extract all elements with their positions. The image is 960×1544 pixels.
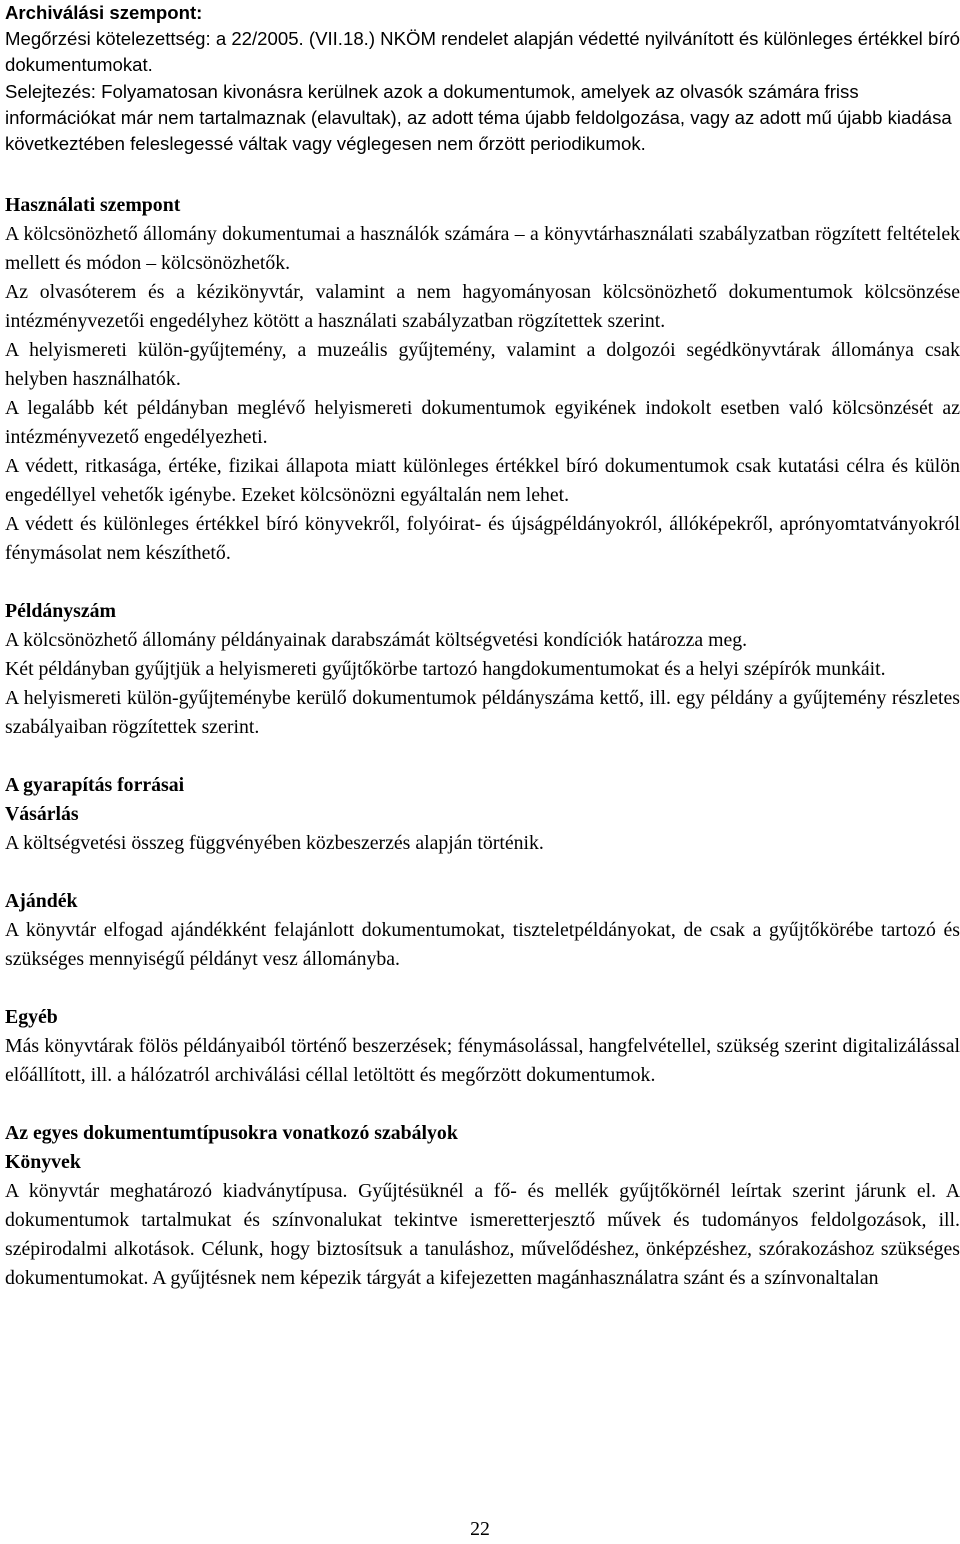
page-number: 22 — [470, 1518, 490, 1540]
other-heading: Egyéb — [5, 1006, 58, 1029]
usage-paragraph: A legalább két példányban meglévő helyismereti dokumentumok egyikének indokolt esetben való kölcsönzését az intézményvezető engedélyezheti. — [5, 397, 960, 449]
purchase-heading: Vásárlás — [5, 803, 79, 826]
usage-paragraph: A helyismereti külön-gyűjtemény, a muzeális gyűjtemény, valamint a dolgozói segédkönyvtárak állománya csak helyben használhatók. — [5, 339, 960, 391]
usage-heading: Használati szempont — [5, 194, 181, 217]
usage-section — [5, 191, 960, 568]
spacer — [5, 858, 960, 887]
doctypes-heading: Az egyes dokumentumtípusokra vonatkozó szabályok — [5, 1122, 458, 1145]
archival-paragraph: Megőrzési kötelezettség: a 22/2005. (VII.18.) NKÖM rendelet alapján védetté nyilvánított és különleges értékkel bíró dokumentumokat. — [5, 28, 960, 76]
usage-paragraph: A védett és különleges értékkel bíró könyvekről, folyóirat- és újságpéldányokról, állóképekről, aprónyomtatványokról fénymásolat nem készíthető. — [5, 513, 960, 565]
copies-paragraph: Két példányban gyűjtjük a helyismereti gyűjtőkörbe tartozó hangdokumentumokat és a helyi szépírók munkáit. — [5, 658, 886, 681]
purchase-text: A költségvetési összeg függvényében közbeszerzés alapján történik. — [5, 832, 544, 855]
doctypes-section — [5, 1119, 960, 1293]
copies-paragraph: A helyismereti külön-gyűjteménybe kerülő dokumentumok példányszáma kettő, ill. egy példány a gyűjtemény részletes szabályaiban rögzítettek szerint. — [5, 687, 960, 739]
copies-paragraph: A kölcsönözhető állomány példányainak darabszámát költségvetési kondíciók határozza meg. — [5, 629, 748, 652]
sources-heading: A gyarapítás forrásai — [5, 774, 185, 797]
spacer — [5, 974, 960, 1003]
books-text: A könyvtár meghatározó kiadványtípusa. Gyűjtésüknél a fő- és mellék gyűjtőkörnél leírtak szerint járunk el. A dokumentumok tartalmukat és színvonalukat tekintve ismeretterjesztő művek és tudományos feldolgozások, ill. szépirodalmi alkotások. Célunk, hogy biztosítsuk a tanuláshoz, művelődéshez, önképzéshez, szórakozáshoz szükséges dokumentumokat. A gyűjtésnek nem képezik tárgyát a kifejezetten magánhasználatra szánt és a színvonaltalan — [5, 1180, 960, 1290]
other-text: Más könyvtárak fölös példányaiból történő beszerzések; fénymásolással, hangfelvétellel, szükség szerint digitalizálással előállított, ill. a hálózatról archiválási céllal letöltött és megőrzött dokumentumok. — [5, 1035, 960, 1087]
books-heading: Könyvek — [5, 1151, 81, 1174]
usage-paragraph: A védett, ritkasága, értéke, fizikai állapota miatt különleges értékkel bíró dokumentumok csak kutatási célra és külön engedéllyel vehetők igénybe. Ezeket kölcsönözni egyáltalán nem lehet. — [5, 455, 960, 507]
usage-paragraph: A kölcsönözhető állomány dokumentumai a használók számára – a könyvtárhasználati szabályzatban rögzített feltételek mellett és módon – kölcsönözhetők. — [5, 223, 960, 275]
gift-heading: Ajándék — [5, 890, 78, 913]
archival-paragraph: Selejtezés: Folyamatosan kivonásra kerülnek azok a dokumentumok, amelyek az olvasók számára friss információkat már nem tartalmaznak (elavultak), az adott téma újabb feldolgozása, vagy az adott mű újabb kiadása következtében feleslegessé váltak vagy véglegesen nem őrzött periodikumok. — [5, 80, 952, 155]
copies-heading: Példányszám — [5, 600, 116, 623]
document-page — [5, 0, 960, 1293]
copies-section — [5, 597, 960, 742]
archival-heading: Archiválási szempont: — [5, 2, 203, 23]
archival-section — [5, 0, 960, 157]
usage-paragraph: Az olvasóterem és a kézikönyvtár, valamint a nem hagyományosan kölcsönözhető dokumentumok kölcsönzése intézményvezetői engedélyhez kötött a használati szabályzatban rögzítettek szerint. — [5, 281, 960, 333]
gift-text: A könyvtár elfogad ajándékként felajánlott dokumentumokat, tiszteletpéldányokat, de csak a gyűjtőkörébe tartozó és szükséges mennyiségű példányt vesz állományba. — [5, 919, 960, 971]
sources-section — [5, 771, 960, 1090]
